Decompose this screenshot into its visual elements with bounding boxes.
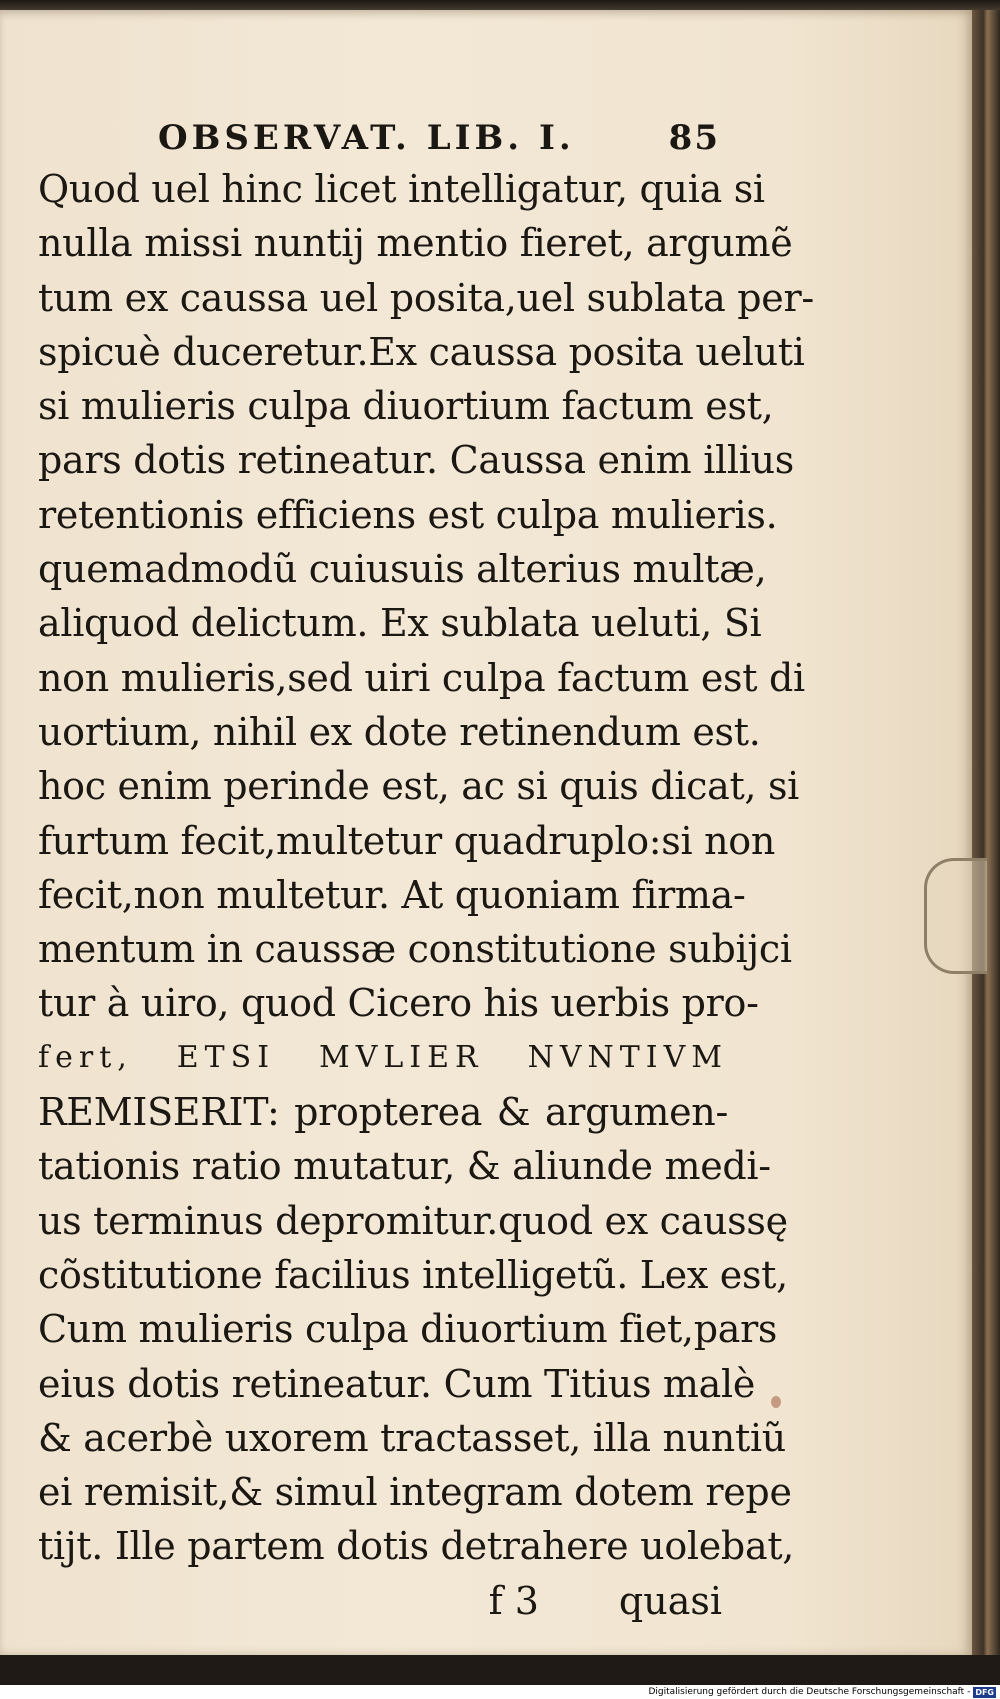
body-text — [38, 162, 814, 1574]
text-line: hoc enim perinde est, ac si quis dicat, si — [38, 764, 800, 809]
signature-mark: f 3 — [488, 1578, 539, 1623]
text-line: fert, ETSI MVLIER NVNTIVM — [38, 1039, 728, 1075]
page-text — [38, 118, 814, 1628]
text-line: quemadmodũ cuiusuis alterius multæ, — [38, 547, 767, 592]
text-line: mentum in caussæ constitutione subijci — [38, 927, 792, 972]
text-line: aliquod delictum. Ex sublata ueluti, Si — [38, 601, 762, 646]
running-head — [38, 118, 728, 162]
text-line: Quod uel hinc licet intelligatur, quia si — [38, 167, 765, 211]
text-line: tijt. Ille partem dotis detrahere uolebat, — [38, 1524, 795, 1569]
text-line: us terminus depromitur.quod ex caussę — [38, 1198, 788, 1243]
text-line: retentionis efficiens est culpa mulieris. — [38, 492, 778, 537]
text-line: non mulieris,sed uiri culpa factum est di — [38, 655, 805, 700]
funding-credit: Digitalisierung gefördert durch die Deutsche Forschungsgemeinschaft - — [648, 1687, 971, 1697]
text-line: Cum mulieris culpa diuortium fiet,pars — [38, 1307, 778, 1352]
running-head-title: OBSERVAT. LIB. I. — [158, 118, 575, 158]
digitization-footer — [0, 1685, 1000, 1699]
text-line: & acerbè uxorem tractasset, illa nuntiũ — [38, 1415, 786, 1460]
signature-line — [38, 1574, 728, 1628]
text-line: nulla missi nuntij mentio fieret, argumẽ — [38, 221, 793, 266]
paper-stain — [771, 1396, 781, 1408]
page-edge — [972, 10, 1000, 1655]
text-line: ei remisit,& simul integram dotem repe — [38, 1470, 792, 1515]
text-line: uortium, nihil ex dote retinendum est. — [38, 709, 761, 754]
text-line: REMISERIT: propterea & argumen- — [38, 1090, 728, 1135]
scan-bottom-border — [0, 1655, 1000, 1685]
dfg-logo: DFG — [975, 1687, 994, 1697]
text-line: pars dotis retineatur. Caussa enim illius — [38, 438, 794, 483]
text-line: furtum fecit,multetur quadruplo:si non — [38, 818, 776, 863]
page-number: 85 — [668, 118, 720, 158]
text-line: eius dotis retineatur. Cum Titius malè — [38, 1361, 756, 1406]
text-line: spicuè duceretur.Ex caussa posita ueluti — [38, 329, 805, 374]
text-line: tur à uiro, quod Cicero his uerbis pro- — [38, 981, 759, 1026]
text-line: si mulieris culpa diuortium factum est, — [38, 384, 774, 429]
text-line: cõstitutione facilius intelligetũ. Lex est, — [38, 1252, 788, 1297]
text-line: tationis ratio mutatur, & aliunde medi- — [38, 1144, 771, 1189]
text-line: fecit,non multetur. At quoniam firma- — [38, 872, 746, 917]
text-line: tum ex caussa uel posita,uel sublata per- — [38, 275, 814, 320]
catchword: quasi — [618, 1578, 722, 1623]
page-clip — [924, 858, 987, 974]
